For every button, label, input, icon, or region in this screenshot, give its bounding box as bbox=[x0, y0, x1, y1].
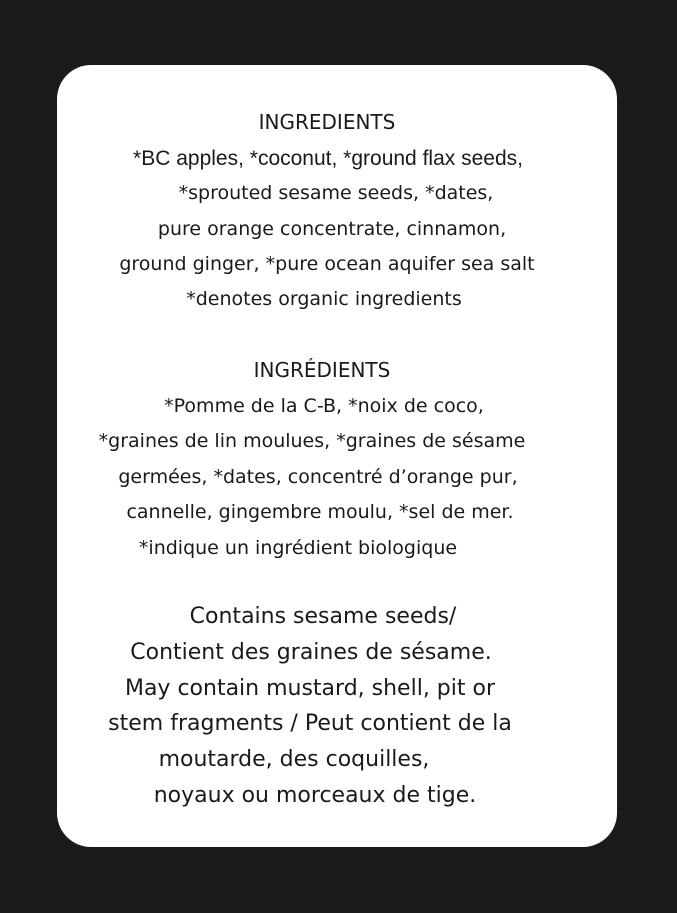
english-line-1: *BC apples, *coconut, *ground flax seeds, bbox=[133, 147, 523, 170]
french-heading: INGRÉDIENTS bbox=[253, 358, 391, 382]
french-line-1: *Pomme de la C-B, *noix de coco, bbox=[164, 395, 484, 417]
french-line-4: cannelle, gingembre moulu, *sel de mer. bbox=[126, 501, 514, 523]
allergen-line-4: stem fragments / Peut contient de la bbox=[108, 711, 512, 736]
french-line-3: germées, *dates, concentré d’orange pur, bbox=[118, 466, 518, 488]
english-heading: INGREDIENTS bbox=[258, 110, 396, 134]
allergen-line-3: May contain mustard, shell, pit or bbox=[124, 676, 496, 701]
allergen-line-6: noyaux ou morceaux de tige. bbox=[153, 783, 477, 808]
english-line-5: *denotes organic ingredients bbox=[186, 288, 462, 310]
english-line-4: ground ginger, *pure ocean aquifer sea salt bbox=[119, 253, 535, 275]
french-line-5: *indique un ingrédient biologique bbox=[138, 537, 458, 559]
english-line-2: *sprouted sesame seeds, *dates, bbox=[178, 182, 494, 204]
allergen-line-1: Contains sesame seeds/ bbox=[189, 604, 457, 629]
english-line-3: pure orange concentrate, cinnamon, bbox=[157, 218, 507, 240]
french-line-2: *graines de lin moulues, *graines de sésame bbox=[98, 430, 526, 452]
allergen-line-2: Contient des graines de sésame. bbox=[130, 640, 492, 665]
allergen-line-5: moutarde, des coquilles, bbox=[158, 747, 430, 772]
ingredients-label-card bbox=[57, 65, 617, 847]
